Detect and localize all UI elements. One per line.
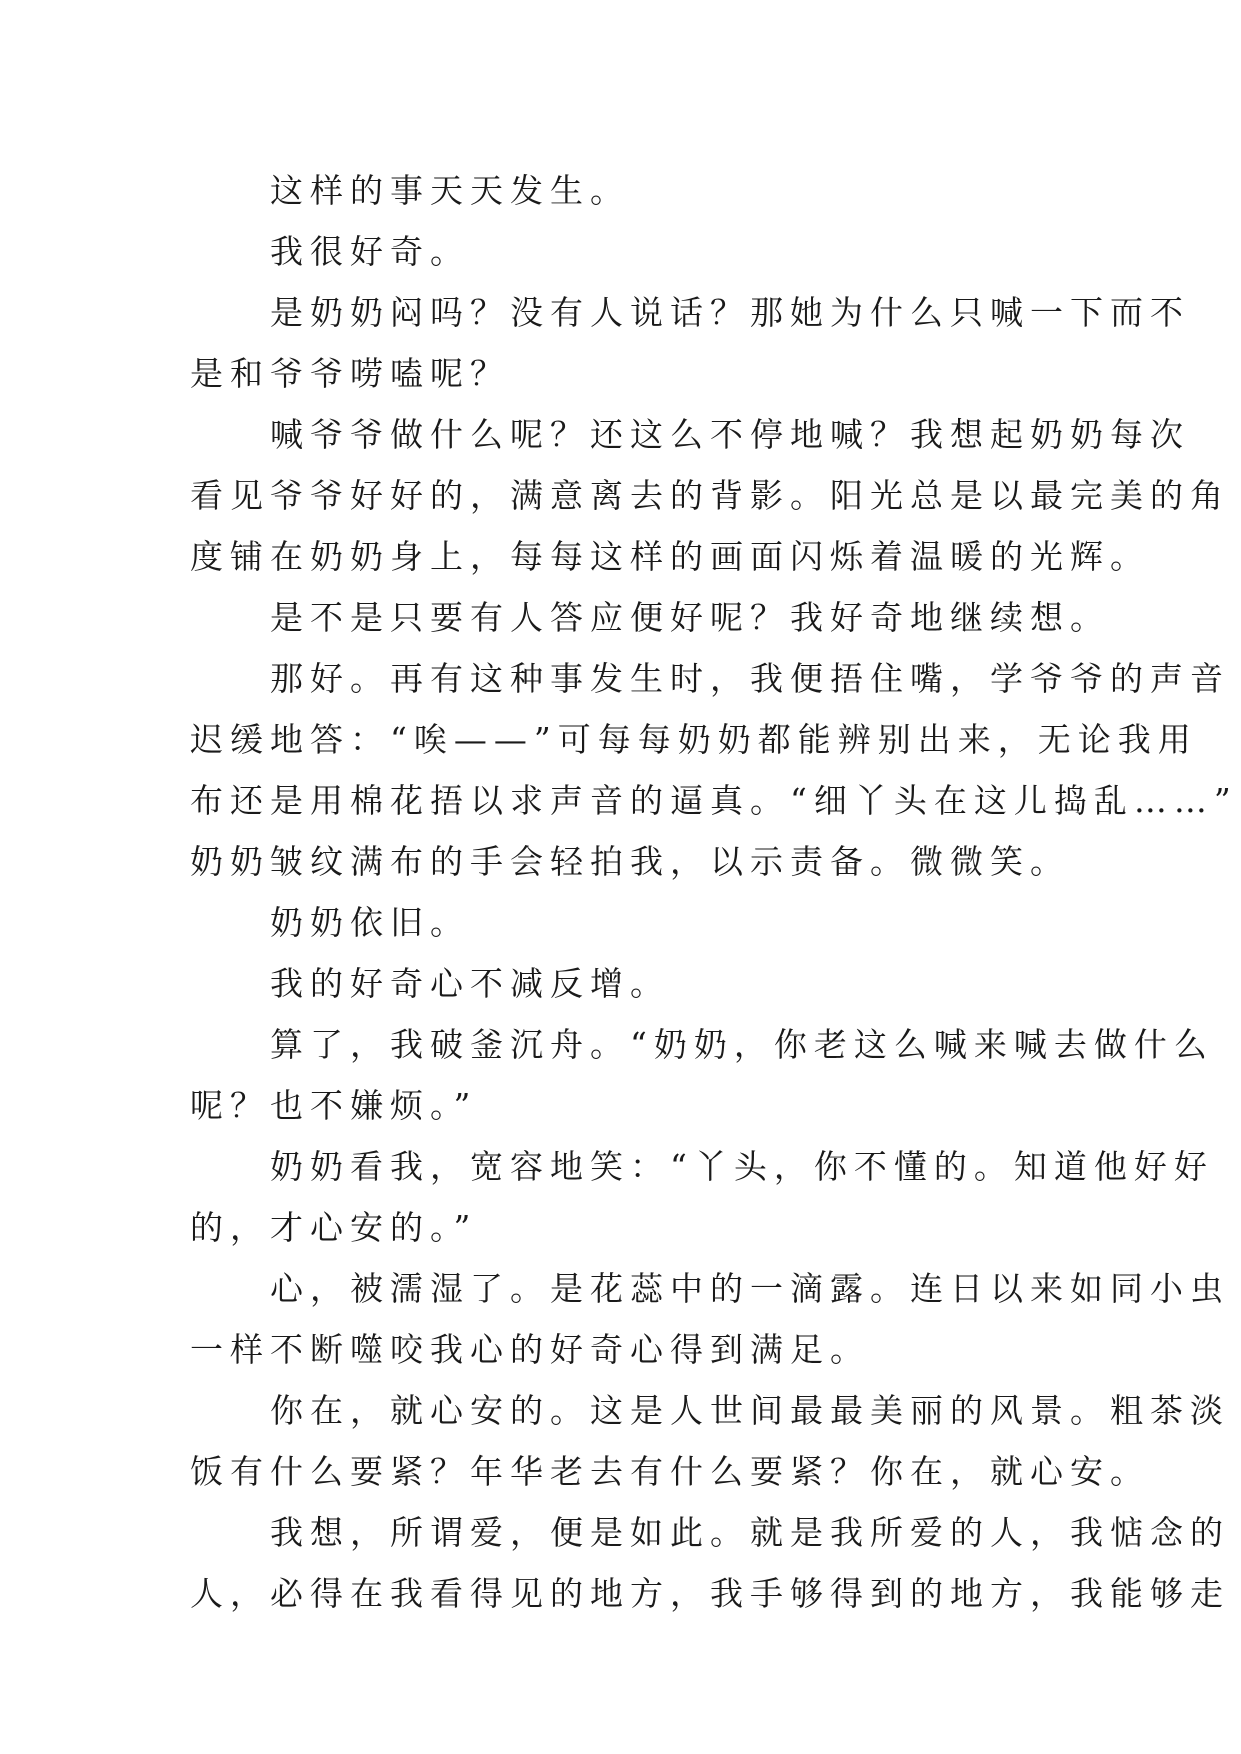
text-line: 是奶奶闷吗？没有人说话？那她为什么只喊一下而不 [270, 293, 1190, 332]
text-line: 人，必得在我看得见的地方，我手够得到的地方，我能够走 [190, 1574, 1230, 1613]
text-line: 这样的事天天发生。 [270, 171, 630, 210]
text-line: 布还是用棉花捂以求声音的逼真。“细丫头在这儿捣乱……” [190, 781, 1238, 820]
text-line: 那好。再有这种事发生时，我便捂住嘴，学爷爷的声音 [270, 659, 1230, 698]
text-line: 你在，就心安的。这是人世间最最美丽的风景。粗茶淡 [270, 1391, 1230, 1430]
text-line: 度铺在奶奶身上，每每这样的画面闪烁着温暖的光辉。 [190, 537, 1150, 576]
text-line: 呢？也不嫌烦。” [190, 1086, 478, 1125]
text-line: 的，才心安的。” [190, 1208, 478, 1247]
text-line: 喊爷爷做什么呢？还这么不停地喊？我想起奶奶每次 [270, 415, 1190, 454]
text-line: 奶奶皱纹满布的手会轻拍我，以示责备。微微笑。 [190, 842, 1070, 881]
text-line: 我想，所谓爱，便是如此。就是我所爱的人，我惦念的 [270, 1513, 1230, 1552]
text-line: 心，被濡湿了。是花蕊中的一滴露。连日以来如同小虫 [270, 1269, 1230, 1308]
text-line: 我的好奇心不减反增。 [270, 964, 670, 1003]
text-line: 奶奶看我，宽容地笑：“丫头，你不懂的。知道他好好 [270, 1147, 1214, 1186]
body-text [190, 160, 1238, 1624]
text-line: 是和爷爷唠嗑呢？ [190, 354, 510, 393]
text-line: 是不是只要有人答应便好呢？我好奇地继续想。 [270, 598, 1110, 637]
text-line: 算了，我破釜沉舟。“奶奶，你老这么喊来喊去做什么 [270, 1025, 1214, 1064]
text-line: 迟缓地答：“唉——”可每每奶奶都能辨别出来，无论我用 [190, 720, 1198, 759]
text-line: 一样不断噬咬我心的好奇心得到满足。 [190, 1330, 870, 1369]
text-line: 饭有什么要紧？年华老去有什么要紧？你在，就心安。 [190, 1452, 1150, 1491]
text-line: 我很好奇。 [270, 232, 470, 271]
text-line: 奶奶依旧。 [270, 903, 470, 942]
text-line: 看见爷爷好好的，满意离去的背影。阳光总是以最完美的角 [190, 476, 1230, 515]
